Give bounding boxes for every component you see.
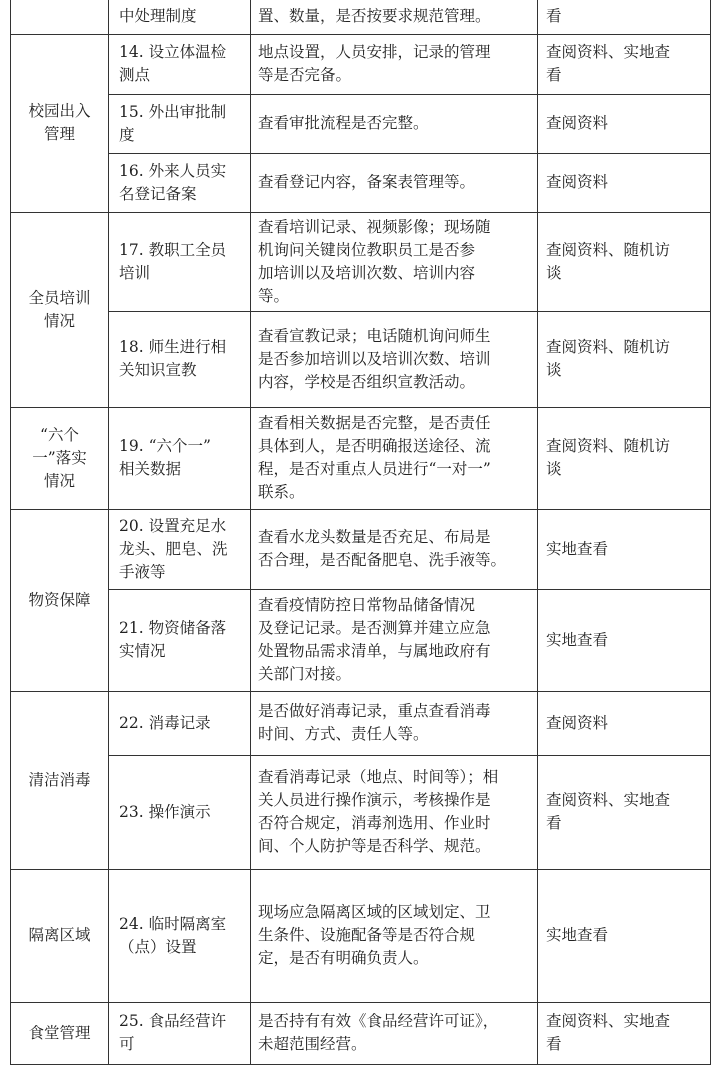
table-row [11,153,711,212]
detail-cell: 置、数量，是否按要求规范管理。 [251,0,538,34]
category-cell: 物资保障 [11,509,109,691]
method-cell: 实地查看 [538,589,711,691]
table-row [11,755,711,869]
table-row [11,311,711,407]
method-cell: 查阅资料、随机访 谈 [538,407,711,509]
item-cell: 19. “六个一” 相关数据 [109,407,251,509]
table-row [11,691,711,755]
category-cell: 清洁消毒 [11,691,109,869]
category-cell: 全员培训 情况 [11,212,109,407]
item-cell: 15. 外出审批制 度 [109,94,251,153]
detail-cell: 是否持有有效《食品经营许可证》， 未超范围经营。 [251,1002,538,1064]
method-cell: 查阅资料、实地查 看 [538,755,711,869]
category-cell: 隔离区域 [11,869,109,1002]
detail-cell: 查看相关数据是否完整，是否责任 具体到人，是否明确报送途径、流 程，是否对重点人员进行“一对一” 联系。 [251,407,538,509]
category-cell: 校园出入 管理 [11,34,109,212]
method-cell: 查阅资料、实地查 看 [538,34,711,94]
method-cell: 查阅资料、实地查 看 [538,1002,711,1064]
table-row [11,1002,711,1064]
method-cell: 看 [538,0,711,34]
method-cell: 实地查看 [538,869,711,1002]
item-cell: 中处理制度 [109,0,251,34]
detail-cell: 查看疫情防控日常物品储备情况 及登记记录。是否测算并建立应急 处置物品需求清单，与属地政府有 关部门对接。 [251,589,538,691]
item-cell: 14. 设立体温检 测点 [109,34,251,94]
category-cell: “六个 一”落实 情况 [11,407,109,509]
item-cell: 18. 师生进行相 关知识宣教 [109,311,251,407]
item-cell: 21. 物资储备落 实情况 [109,589,251,691]
table-row [11,407,711,509]
detail-cell: 查看水龙头数量是否充足、布局是 否合理，是否配备肥皂、洗手液等。 [251,509,538,589]
item-cell: 22. 消毒记录 [109,691,251,755]
table-row [11,34,711,94]
method-cell: 查阅资料、随机访 谈 [538,311,711,407]
item-cell: 16. 外来人员实 名登记备案 [109,153,251,212]
table-row [11,869,711,1002]
detail-cell: 查看消毒记录（地点、时间等）；相 关人员进行操作演示，考核操作是 否符合规定，消毒剂选用、作业时 间、个人防护等是否科学、规范。 [251,755,538,869]
item-cell: 17. 教职工全员 培训 [109,212,251,311]
detail-cell: 查看宣教记录；电话随机询问师生 是否参加培训以及培训次数、培训 内容，学校是否组织宣教活动。 [251,311,538,407]
category-cell [11,0,109,34]
item-cell: 24. 临时隔离室 （点）设置 [109,869,251,1002]
detail-cell: 查看登记内容，备案表管理等。 [251,153,538,212]
method-cell: 实地查看 [538,509,711,589]
table-row [11,0,711,34]
table-row [11,589,711,691]
table-row [11,509,711,589]
method-cell: 查阅资料 [538,691,711,755]
method-cell: 查阅资料 [538,94,711,153]
item-cell: 23. 操作演示 [109,755,251,869]
item-cell: 25. 食品经营许 可 [109,1002,251,1064]
table-row [11,94,711,153]
category-cell: 食堂管理 [11,1002,109,1064]
detail-cell: 查看培训记录、视频影像；现场随 机询问关键岗位教职员工是否参 加培训以及培训次数、培训内容 等。 [251,212,538,311]
detail-cell: 查看审批流程是否完整。 [251,94,538,153]
detail-cell: 是否做好消毒记录，重点查看消毒 时间、方式、责任人等。 [251,691,538,755]
detail-cell: 现场应急隔离区域的区域划定、卫 生条件、设施配备等是否符合规 定，是否有明确负责人。 [251,869,538,1002]
table-row [11,212,711,311]
inspection-table [10,0,711,1065]
method-cell: 查阅资料 [538,153,711,212]
item-cell: 20. 设置充足水 龙头、肥皂、洗 手液等 [109,509,251,589]
method-cell: 查阅资料、随机访 谈 [538,212,711,311]
detail-cell: 地点设置，人员安排，记录的管理 等是否完备。 [251,34,538,94]
